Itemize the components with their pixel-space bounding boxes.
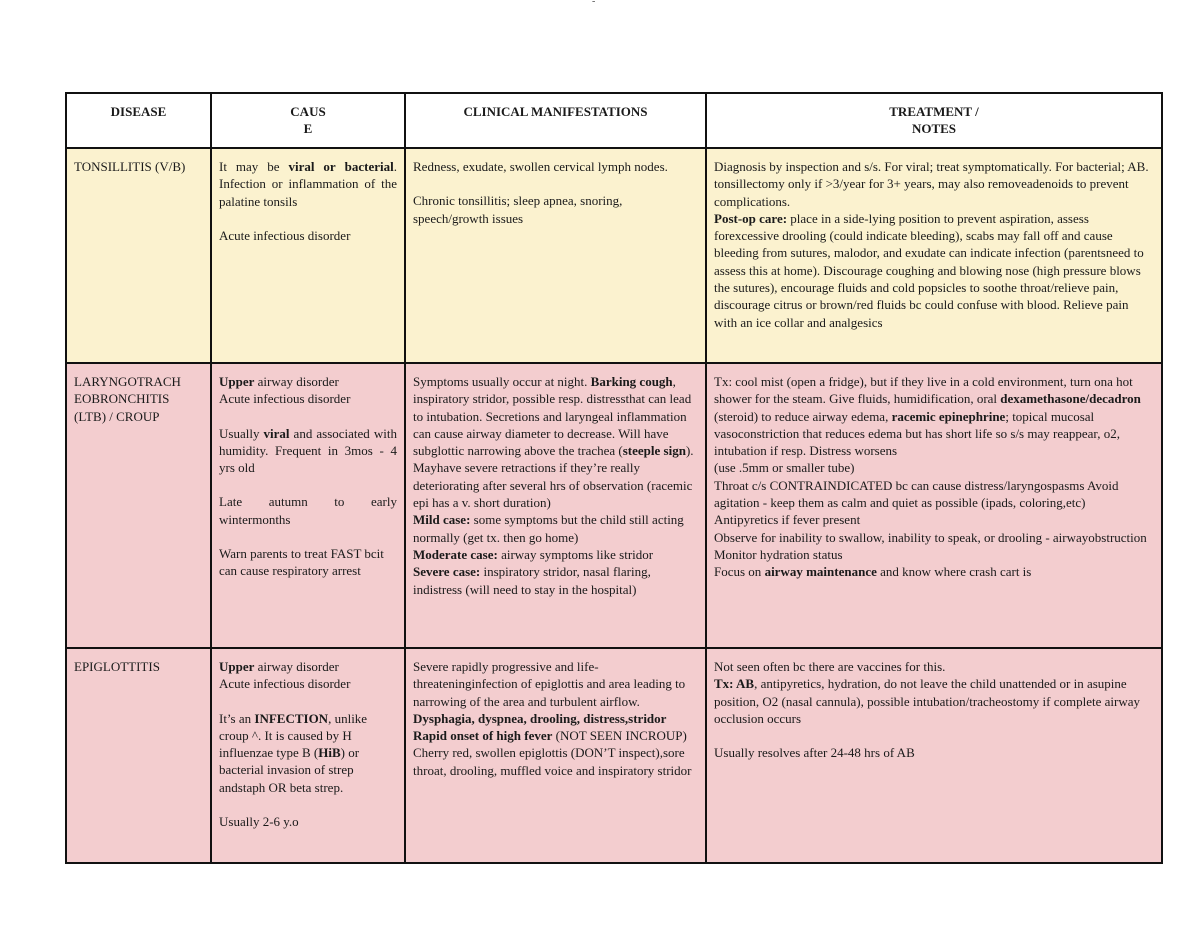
cause-text: Usually 2-6 y.o bbox=[219, 814, 299, 830]
epiglottitis-clinical-cell bbox=[405, 648, 706, 863]
text-run: (steroid) to reduce airway edema, bbox=[714, 408, 892, 424]
bold-text: HiB bbox=[318, 745, 341, 761]
text-run: and associated with humidity. Frequent in 3mos - 4 yrs old bbox=[219, 425, 397, 476]
row-croup bbox=[66, 363, 1162, 648]
text-run: ). Mayhave severe retractions if they’re really deteriorating after several hrs of observation (racemic epi has a v. short duration) bbox=[413, 443, 694, 511]
cause-text: Acute infectious disorder bbox=[219, 676, 351, 692]
text-run: , inspiratory stridor, possible resp. distressthat can lead to intubation. Secretions and laryngeal inflammation can cause airway diameter to decrease. Will have subglottic narrowing above the trachea ( bbox=[413, 374, 692, 459]
bold-text: airway maintenance bbox=[764, 564, 877, 580]
bold-text: viral bbox=[263, 425, 290, 441]
cause-text bbox=[219, 710, 397, 796]
cause-text: Late autumn to early wintermonths bbox=[219, 494, 397, 527]
header-clinical-label: CLINICAL MANIFESTATIONS bbox=[463, 104, 648, 119]
text-run: , antipyretics, hydration, do not leave the child unattended or in asupine position, O2 (nasal cannula), possible intubation/tracheostomy if complete airway occlusion occurs bbox=[714, 676, 1141, 726]
text-run: place in a side-lying position to prevent aspiration, assess forexcessive drooling (could indicate bleeding), scabs may fall off and cause bleeding from sutures, malodor, and exudate can indicate infection (parentsneed to assess this at home). Discourage coughing and blowing nose (high pressure blows the sutures), encourage fluids and cold popsicles to soothe throat/relieve pain, discourage citrus or brown/red fluids bc could confuse with blood. Relieve pain with an ice collar and analgesics bbox=[714, 210, 1144, 330]
text-run: Symptoms usually occur at night. bbox=[413, 374, 591, 389]
clinical-text bbox=[413, 563, 698, 598]
header-treatment-label-2: NOTES bbox=[911, 121, 957, 137]
treatment-text bbox=[714, 675, 1154, 727]
bold-text: INFECTION bbox=[254, 710, 329, 726]
text-run: airway disorder bbox=[254, 659, 339, 674]
disease-name: TONSILLITIS (V/B) bbox=[74, 159, 186, 174]
text-run: airway disorder bbox=[254, 374, 339, 389]
tonsillitis-cause-cell bbox=[211, 148, 405, 363]
cause-text bbox=[219, 658, 397, 675]
header-treatment-label-1: TREATMENT / bbox=[889, 104, 979, 119]
bold-text: Severe case: bbox=[413, 564, 481, 580]
text-run: , unlike croup ^. It is caused by H influenzae type B ( bbox=[219, 710, 368, 761]
croup-clinical-cell bbox=[405, 363, 706, 648]
bold-text: or bbox=[314, 159, 336, 174]
disease-table bbox=[65, 92, 1163, 864]
clinical-text: Redness, exudate, swollen cervical lymph nodes. bbox=[413, 159, 668, 174]
cause-text bbox=[219, 373, 397, 390]
header-row bbox=[66, 93, 1162, 148]
treatment-text bbox=[714, 563, 1154, 580]
header-disease-label: DISEASE bbox=[110, 104, 167, 119]
epiglottitis-cause-cell bbox=[211, 648, 405, 863]
text-run: . Infection or inflammation of the palatine tonsils bbox=[219, 159, 398, 209]
cause-text bbox=[219, 158, 397, 210]
treatment-text: Usually resolves after 24-48 hrs of AB bbox=[714, 745, 915, 761]
row-tonsillitis bbox=[66, 148, 1162, 363]
text-run: airway symptoms like stridor bbox=[497, 546, 654, 562]
header-cause bbox=[211, 93, 405, 148]
bold-text: Post-op care: bbox=[714, 210, 788, 226]
header-cause-label-2: E bbox=[303, 121, 313, 137]
disease-name: EPIGLOTTITIS bbox=[74, 659, 160, 674]
text-run: It’s an bbox=[219, 710, 255, 726]
clinical-text bbox=[413, 546, 698, 563]
text-run: ) or bacterial invasion of strep andstaph OR beta strep. bbox=[219, 745, 360, 795]
bold-text: viral bbox=[288, 159, 315, 174]
bold-text: dexamethasone/decadron bbox=[1000, 391, 1141, 407]
cause-text: Acute infectious disorder bbox=[219, 227, 351, 243]
clinical-text: Chronic tonsillitis; sleep apnea, snoring, speech/growth issues bbox=[413, 193, 623, 226]
header-cause-label-1: CAUS bbox=[290, 104, 326, 119]
bold-text: steeple sign bbox=[622, 443, 686, 459]
treatment-text: Antipyretics if fever present bbox=[714, 512, 861, 528]
treatment-text: (use .5mm or smaller tube) bbox=[714, 460, 855, 476]
text-run: Focus on bbox=[714, 564, 765, 580]
epiglottitis-treatment-cell bbox=[706, 648, 1162, 863]
bold-text: Tx: AB bbox=[714, 676, 755, 692]
cause-text: Acute infectious disorder bbox=[219, 391, 351, 407]
header-treatment bbox=[706, 93, 1162, 148]
cause-text: Warn parents to treat FAST bcit can cause respiratory arrest bbox=[219, 546, 384, 579]
clinical-text bbox=[413, 511, 698, 546]
clinical-text bbox=[413, 727, 698, 744]
text-run: Tx: cool mist (open a fridge), but if they live in a cold environment, turn ona hot shower for the steam. Give fluids, humidification, oral bbox=[714, 374, 1133, 407]
tonsillitis-treatment-cell bbox=[706, 148, 1162, 363]
clinical-text: Cherry red, swollen epiglottis (DON’T inspect),sore throat, drooling, muffled voice and inspiratory stridor bbox=[413, 745, 692, 778]
treatment-text bbox=[714, 373, 1154, 459]
tonsillitis-clinical-cell bbox=[405, 148, 706, 363]
header-clinical bbox=[405, 93, 706, 148]
bold-text: bacterial bbox=[344, 159, 394, 174]
treatment-text: Diagnosis by inspection and s/s. For viral; treat symptomatically. For bacterial; AB. tonsillectomy only if >3/year for 3+ years, may also removeadenoids to prevent complications. bbox=[714, 159, 1149, 209]
treatment-text: Observe for inability to swallow, inability to speak, or drooling - airwayobstruction bbox=[714, 529, 1147, 545]
row-epiglottitis bbox=[66, 648, 1162, 863]
bold-text: racemic epinephrine bbox=[891, 408, 1006, 424]
clinical-text bbox=[413, 710, 698, 727]
bold-text: Upper bbox=[219, 659, 255, 674]
croup-treatment-cell bbox=[706, 363, 1162, 648]
cause-text bbox=[219, 425, 397, 477]
epiglottitis-name-cell bbox=[66, 648, 211, 863]
tonsillitis-name-cell bbox=[66, 148, 211, 363]
clinical-text bbox=[413, 373, 698, 511]
treatment-text: Throat c/s CONTRAINDICATED bc can cause distress/laryngospasms Avoid agitation - keep them as calm and quiet as possible (ipads, coloring,etc) bbox=[714, 477, 1119, 511]
header-disease bbox=[66, 93, 211, 148]
text-run: (NOT SEEN INCROUP) bbox=[552, 728, 687, 744]
bold-text: Barking cough bbox=[590, 374, 673, 389]
croup-cause-cell bbox=[211, 363, 405, 648]
disease-name: LARYNGOTRACH EOBRONCHITIS (LTB) / CROUP bbox=[74, 374, 181, 424]
page-mark: - bbox=[592, 0, 596, 7]
bold-text: Moderate case: bbox=[413, 546, 498, 562]
treatment-text bbox=[714, 210, 1154, 331]
text-run: It may be bbox=[219, 159, 289, 174]
treatment-text: Monitor hydration status bbox=[714, 546, 843, 562]
treatment-text: Not seen often bc there are vaccines for this. bbox=[714, 659, 946, 674]
croup-name-cell bbox=[66, 363, 211, 648]
bold-text: Mild case: bbox=[413, 512, 471, 528]
bold-text: Dysphagia, dyspnea, drooling, distress,stridor bbox=[413, 710, 667, 726]
text-run: ; topical mucosal vasoconstriction that reduces edema but has short life so s/s may reappear, o2, intubation if resp. Distress worsens bbox=[714, 408, 1120, 459]
bold-text: Rapid onset of high fever bbox=[413, 728, 553, 744]
clinical-text: Severe rapidly progressive and life-threateninginfection of epiglottis and area leading to narrowing of the area and turbulent airflow. bbox=[413, 659, 686, 709]
text-run: some symptoms but the child still acting normally (get tx. then go home) bbox=[413, 512, 684, 545]
bold-text: Upper bbox=[219, 374, 255, 389]
text-run: inspiratory stridor, nasal flaring, indistress (will need to stay in the hospital) bbox=[413, 564, 651, 597]
text-run: and know where crash cart is bbox=[876, 564, 1032, 580]
text-run: Usually bbox=[219, 425, 264, 441]
